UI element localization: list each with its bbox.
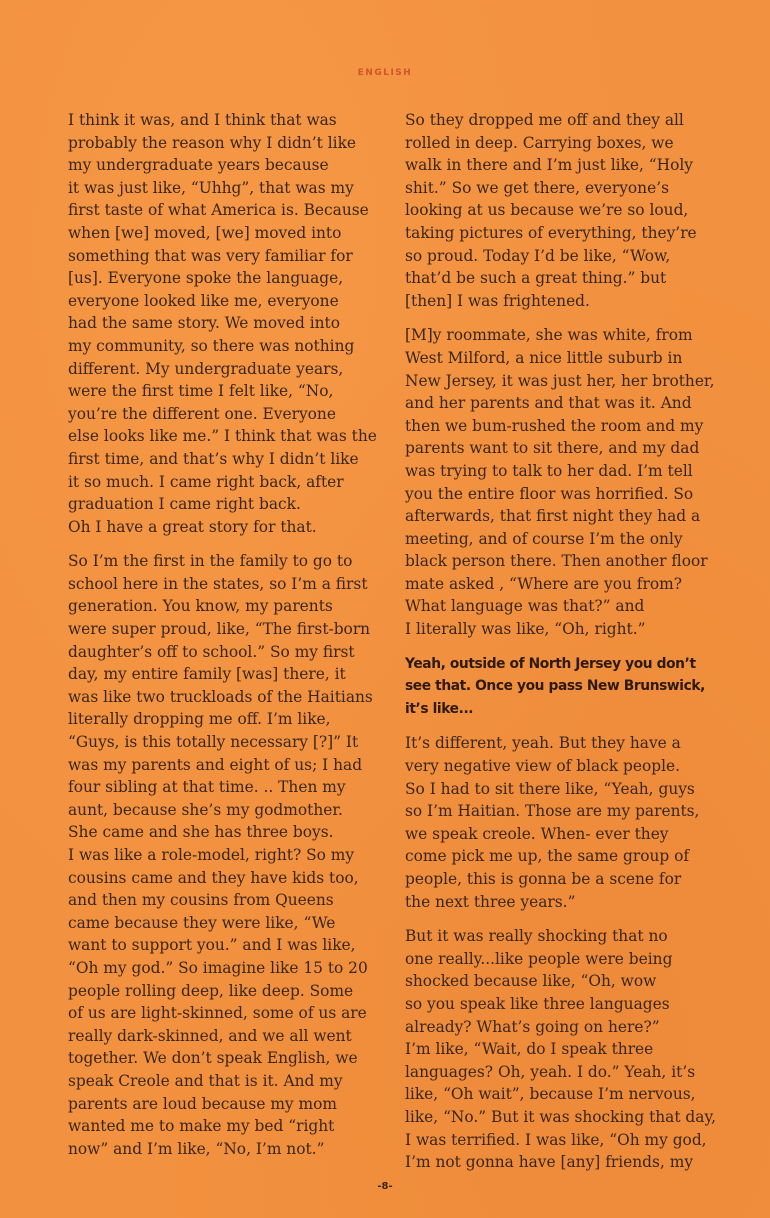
text-line: were the first time I felt like, “No, — [68, 382, 334, 401]
text-line: see that. Once you pass New Brunswick, — [405, 678, 705, 695]
text-line: cousins came and they have kids too, — [68, 868, 359, 887]
text-line: then we bum-rushed the room and my — [405, 416, 704, 435]
paragraph — [405, 732, 735, 913]
text-line: “Guys, is this totally necessary [?]” It — [68, 733, 359, 752]
right-column — [405, 109, 735, 1174]
text-line: shocked because like, “Oh, wow — [405, 972, 657, 991]
text-line: taking pictures of everything, they’re — [405, 223, 697, 242]
text-line: like, “Oh wait”, because I’m nervous, — [405, 1085, 696, 1104]
text-line: afterwards, that first night they had a — [405, 507, 701, 526]
text-line: that’d be such a great thing.” but — [405, 269, 667, 288]
page-number: -8- — [377, 1181, 393, 1192]
text-line: [then] I was frightened. — [405, 291, 590, 310]
text-line: school here in the states, so I’m a first — [68, 574, 368, 593]
text-line: very negative view of black people. — [405, 757, 681, 776]
text-line: you the entire floor was horrified. So — [405, 484, 694, 503]
text-line: of us are light-skinned, some of us are — [68, 1004, 367, 1023]
text-line: come pick me up, the same group of — [405, 847, 690, 866]
text-line: But it was really shocking that no — [405, 927, 668, 946]
text-line: meeting, and of course I’m the only — [405, 529, 683, 548]
text-line: generation. You know, my parents — [68, 597, 333, 616]
text-line: So I had to sit there like, “Yeah, guys — [405, 779, 695, 798]
text-line: together. We don’t speak English, we — [68, 1049, 358, 1068]
text-line: So they dropped me off and they all — [405, 111, 684, 129]
text-line: I think it was, and I think that was — [68, 111, 337, 129]
text-line: West Milford, a nice little suburb in — [405, 348, 683, 367]
paragraph — [405, 109, 735, 312]
text-line: daughter’s off to school.” So my first — [68, 642, 355, 661]
paragraph-gap — [68, 538, 394, 550]
text-line: and her parents and that was it. And — [405, 394, 692, 413]
text-line: first time, and that’s why I didn’t like — [68, 449, 359, 468]
text-line: else looks like me.” I think that was the — [68, 427, 377, 446]
text-line: one really...like people were being — [405, 949, 673, 968]
text-line: when [we] moved, [we] moved into — [68, 223, 342, 242]
text-line: She came and she has three boys. — [68, 823, 334, 842]
text-line: was trying to talk to her dad. I’m tell — [405, 461, 693, 480]
text-line: already? What’s going on here?” — [405, 1017, 660, 1036]
text-line: so you speak like three languages — [405, 994, 670, 1013]
text-line: black person there. Then another floor — [405, 552, 708, 571]
text-line: looking at us because we’re so loud, — [405, 201, 689, 220]
text-line: walk in there and I’m just like, “Holy — [405, 156, 693, 175]
text-line: and then my cousins from Queens — [68, 891, 334, 910]
text-line: aunt, because she’s my godmother. — [68, 800, 343, 819]
paragraph-gap — [405, 720, 735, 732]
text-line: now” and I’m like, “No, I’m not.” — [68, 1139, 325, 1158]
text-line: the next three years.” — [405, 892, 576, 911]
text-line: Oh I have a great story for that. — [68, 517, 317, 536]
text-line: I literally was like, “Oh, right.” — [405, 620, 646, 639]
text-line: so I’m Haitian. Those are my parents, — [405, 802, 700, 821]
text-line: it was just like, “Uhhg”, that was my — [68, 178, 354, 197]
text-line: so proud. Today I’d be like, “Wow, — [405, 246, 671, 265]
text-line: want to support you.” and I was like, — [68, 936, 356, 955]
text-line: mate asked , “Where are you from? — [405, 574, 682, 593]
paragraph — [68, 109, 394, 538]
text-line: something that was very familiar for — [68, 246, 353, 265]
text-line: speak Creole and that is it. And my — [68, 1071, 343, 1090]
paragraph — [405, 925, 735, 1174]
text-line: So I’m the first in the family to go to — [68, 552, 353, 571]
text-line: came because they were like, “We — [68, 913, 336, 932]
text-line: day, my entire family [was] there, it — [68, 665, 346, 684]
text-line: really dark-skinned, and we all went — [68, 1026, 352, 1045]
text-line: shit.” So we get there, everyone’s — [405, 178, 669, 197]
text-line: “Oh my god.” So imagine like 15 to 20 — [68, 958, 368, 977]
section-header: ENGLISH — [357, 68, 413, 78]
text-line: it so much. I came right back, after — [68, 472, 344, 491]
text-line: first taste of what America is. Because — [68, 201, 369, 220]
text-line: had the same story. We moved into — [68, 314, 340, 333]
text-line: languages? Oh, yeah. I do.” Yeah, it’s — [405, 1062, 696, 1081]
paragraph-gap — [405, 312, 735, 324]
text-line: I’m not gonna have [any] friends, my — [405, 1153, 694, 1172]
left-column — [68, 109, 394, 1160]
text-line: were super proud, like, “The first-born — [68, 620, 371, 639]
text-line: everyone looked like me, everyone — [68, 291, 339, 310]
interviewer-question — [405, 653, 735, 721]
text-line: I was terrified. I was like, “Oh my god, — [405, 1130, 707, 1149]
paragraph — [68, 550, 394, 1160]
text-line: my undergraduate years because — [68, 156, 329, 175]
text-line: was like two truckloads of the Haitians — [68, 687, 373, 706]
text-line: [us]. Everyone spoke the language, — [68, 269, 344, 288]
text-line: literally dropping me off. I’m like, — [68, 710, 331, 729]
text-line: What language was that?” and — [405, 597, 645, 616]
text-line: New Jersey, it was just her, her brother, — [405, 371, 715, 390]
text-line: was my parents and eight of us; I had — [68, 755, 363, 774]
text-line: It’s different, yeah. But they have a — [405, 734, 681, 753]
text-line: you’re the different one. Everyone — [68, 404, 336, 423]
text-line: my community, so there was nothing — [68, 336, 355, 355]
text-line: I’m like, “Wait, do I speak three — [405, 1040, 654, 1059]
text-line: it’s like... — [405, 700, 474, 717]
paragraph — [405, 324, 735, 640]
text-line: [M]y roommate, she was white, from — [405, 326, 693, 345]
text-line: probably the reason why I didn’t like — [68, 133, 357, 152]
text-line: I was like a role-model, right? So my — [68, 846, 355, 864]
text-line: rolled in deep. Carrying boxes, we — [405, 133, 674, 152]
text-line: wanted me to make my bed “right — [68, 1117, 335, 1136]
text-line: people rolling deep, like deep. Some — [68, 981, 354, 1000]
text-line: like, “No.” But it was shocking that day, — [405, 1107, 717, 1126]
text-line: we speak creole. When- ever they — [405, 824, 669, 843]
text-line: people, this is gonna be a scene for — [405, 870, 682, 888]
text-line: Yeah, outside of North Jersey you don’t — [405, 655, 696, 672]
text-line: different. My undergraduate years, — [68, 359, 344, 378]
paragraph-gap — [405, 641, 735, 653]
text-line: graduation I came right back. — [68, 495, 301, 514]
text-line: parents want to sit there, and my dad — [405, 439, 700, 458]
text-line: parents are loud because my mom — [68, 1094, 337, 1113]
text-line: four sibling at that time. .. Then my — [68, 778, 346, 797]
paragraph-gap — [405, 913, 735, 925]
